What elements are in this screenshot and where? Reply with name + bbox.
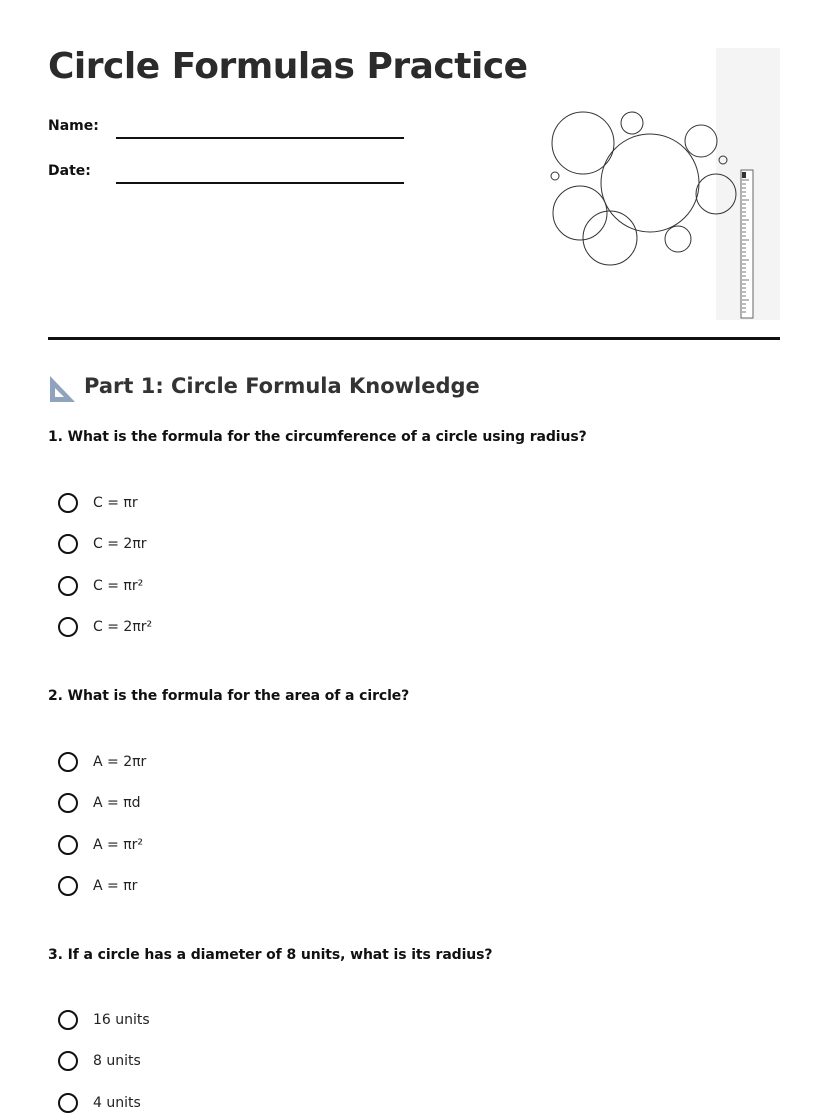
option-label: A = 2πr: [93, 754, 147, 770]
option-1a[interactable]: [58, 491, 138, 515]
header-divider: [48, 337, 780, 340]
option-label: C = 2πr: [93, 536, 147, 552]
option-3a[interactable]: [58, 1008, 150, 1032]
circles-and-ruler-illustration: [548, 48, 780, 320]
option-label: A = πr²: [93, 837, 144, 853]
radio-button[interactable]: [58, 534, 78, 554]
option-2d[interactable]: [58, 874, 137, 898]
radio-button[interactable]: [58, 793, 78, 813]
radio-button[interactable]: [58, 1010, 78, 1030]
option-label: 8 units: [93, 1053, 141, 1069]
radio-button[interactable]: [58, 752, 78, 772]
name-label: Name:: [48, 118, 99, 134]
name-field[interactable]: [116, 137, 404, 139]
option-2b[interactable]: [58, 791, 141, 815]
option-2a[interactable]: [58, 750, 146, 774]
date-field[interactable]: [116, 182, 404, 184]
radio-button[interactable]: [58, 493, 78, 513]
date-label: Date:: [48, 163, 91, 179]
radio-button[interactable]: [58, 876, 78, 896]
option-3b[interactable]: [58, 1049, 141, 1073]
option-label: 4 units: [93, 1095, 141, 1111]
radio-button[interactable]: [58, 576, 78, 596]
section-title: Part 1: Circle Formula Knowledge: [84, 374, 480, 398]
option-label: C = πr: [93, 495, 138, 511]
option-2c[interactable]: [58, 833, 143, 857]
option-1d[interactable]: [58, 615, 152, 639]
option-label: C = πr²: [93, 578, 144, 594]
worksheet-title: Circle Formulas Practice: [48, 46, 528, 87]
set-square-icon: [48, 374, 76, 404]
option-label: A = πd: [93, 795, 141, 811]
option-1b[interactable]: [58, 532, 147, 556]
radio-button[interactable]: [58, 1093, 78, 1113]
question-1: 1. What is the formula for the circumference of a circle using radius?: [48, 429, 587, 445]
option-3c[interactable]: [58, 1091, 141, 1115]
option-label: 16 units: [93, 1012, 150, 1028]
option-label: C = 2πr²: [93, 619, 153, 635]
option-label: A = πr: [93, 878, 138, 894]
question-3: 3. If a circle has a diameter of 8 units, what is its radius?: [48, 947, 493, 963]
radio-button[interactable]: [58, 617, 78, 637]
radio-button[interactable]: [58, 1051, 78, 1071]
radio-button[interactable]: [58, 835, 78, 855]
question-2: 2. What is the formula for the area of a circle?: [48, 688, 410, 704]
option-1c[interactable]: [58, 574, 143, 598]
